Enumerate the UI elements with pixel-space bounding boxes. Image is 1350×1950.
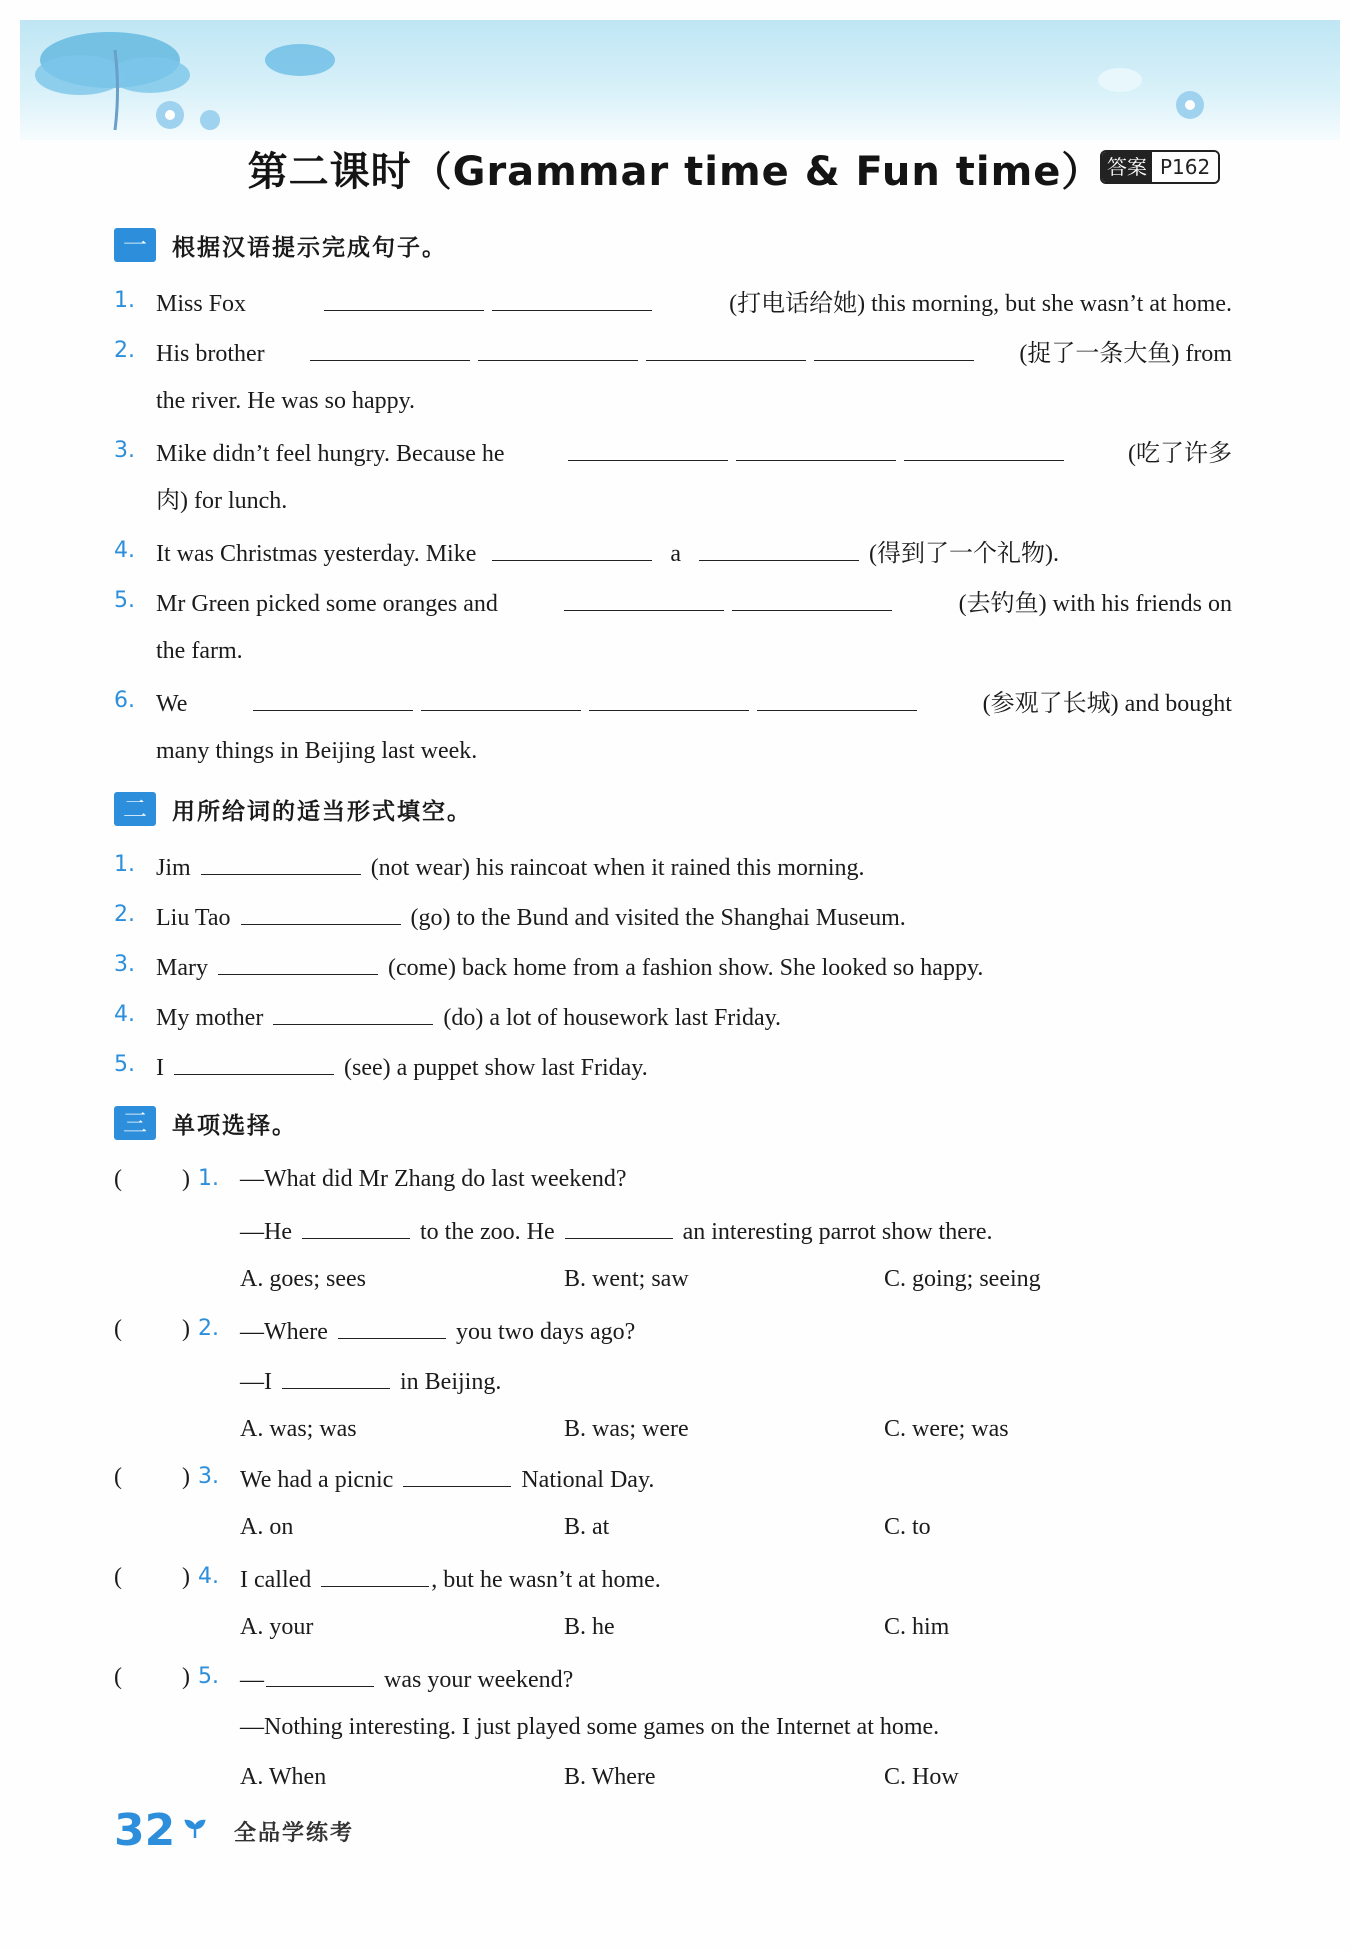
s3-q5-line2: —Nothing interesting. I just played some games on the Internet at home. (240, 1714, 940, 1740)
text: We had a picnic (240, 1467, 394, 1493)
text: Liu Tao (156, 905, 231, 931)
text: (do) a lot of housework last Friday. (443, 1005, 782, 1031)
text: (吃了许多 (1128, 441, 1232, 467)
text: — (240, 1667, 264, 1693)
text: a (670, 541, 682, 567)
answer-paren-close: ) (182, 1166, 190, 1192)
page-number: 32 (114, 1805, 176, 1856)
text: I called (240, 1567, 312, 1593)
option-c[interactable]: C. How (884, 1764, 959, 1790)
text: you two days ago? (455, 1319, 636, 1345)
text: (打电话给她) this morning, but she wasn’t at home. (729, 291, 1232, 317)
s2-q2-line (156, 900, 906, 933)
s1-q5-continuation: the farm. (156, 638, 243, 664)
text: Jim (156, 855, 191, 881)
answer-blank[interactable] (421, 686, 581, 711)
section-2-header (114, 792, 472, 826)
question-number: 6. (114, 688, 135, 713)
text: (去钓鱼) with his friends on (958, 591, 1232, 617)
answer-blank[interactable] (492, 286, 652, 311)
question-number: 5. (114, 588, 135, 613)
option-b[interactable]: B. at (564, 1514, 610, 1540)
question-number: 3. (114, 952, 135, 977)
answer-blank[interactable] (310, 336, 470, 361)
answer-paren-close: ) (182, 1564, 190, 1590)
answer-blank[interactable] (478, 336, 638, 361)
question-number: 4. (114, 538, 135, 563)
answer-label: 答案 (1102, 152, 1152, 182)
answer-blank[interactable] (324, 286, 484, 311)
s1-q6-line (156, 686, 1232, 719)
s2-q4-line (156, 1000, 781, 1033)
section-3-header (114, 1106, 297, 1140)
option-a[interactable]: A. goes; sees (240, 1266, 366, 1292)
answer-blank[interactable] (568, 436, 728, 461)
page-title: 第二课时（Grammar time & Fun time） (247, 149, 1103, 195)
s3-q2-line2 (240, 1364, 501, 1397)
text: —I (240, 1369, 272, 1395)
s3-q2-stem (240, 1314, 635, 1347)
text: (not wear) his raincoat when it rained this morning. (370, 855, 865, 881)
question-number: 5. (198, 1664, 219, 1689)
answer-blank[interactable] (564, 586, 724, 611)
answer-blank[interactable] (253, 686, 413, 711)
answer-blank[interactable] (266, 1662, 374, 1687)
answer-blank[interactable] (403, 1462, 511, 1487)
question-number: 3. (198, 1464, 219, 1489)
option-c[interactable]: C. going; seeing (884, 1266, 1041, 1292)
text: (捉了一条大鱼) from (1019, 341, 1232, 367)
s1-q3-line (156, 436, 1232, 469)
answer-blank[interactable] (589, 686, 749, 711)
answer-blank[interactable] (565, 1214, 673, 1239)
answer-blank[interactable] (302, 1214, 410, 1239)
option-a[interactable]: A. on (240, 1514, 294, 1540)
option-c[interactable]: C. to (884, 1514, 931, 1540)
answer-blank[interactable] (757, 686, 917, 711)
s1-q2-continuation: the river. He was so happy. (156, 388, 416, 414)
question-number: 4. (114, 1002, 135, 1027)
section-number: 二 (114, 792, 156, 826)
publisher-brand: 全品学练考 (234, 1821, 355, 1846)
header-banner (20, 20, 1340, 140)
question-number: 1. (114, 288, 135, 313)
text: an interesting parrot show there. (682, 1219, 993, 1245)
answer-blank[interactable] (174, 1050, 334, 1075)
answer-blank[interactable] (273, 1000, 433, 1025)
s1-q5-line (156, 586, 1232, 619)
option-b[interactable]: B. was; were (564, 1416, 689, 1442)
answer-blank[interactable] (699, 536, 859, 561)
answer-blank[interactable] (814, 336, 974, 361)
s3-q3-stem (240, 1462, 654, 1495)
option-a[interactable]: A. was; was (240, 1416, 357, 1442)
answer-reference-tag (1100, 150, 1220, 184)
text: My mother (156, 1005, 264, 1031)
answer-blank[interactable] (282, 1364, 390, 1389)
text: to the zoo. He (419, 1219, 555, 1245)
s3-q5-stem (240, 1662, 573, 1695)
answer-blank[interactable] (201, 850, 361, 875)
question-number: 2. (114, 902, 135, 927)
option-c[interactable]: C. him (884, 1614, 950, 1640)
s2-q5-line (156, 1050, 648, 1083)
s1-q3-continuation: 肉) for lunch. (156, 488, 288, 514)
banner-decoration-icon (20, 20, 1340, 140)
text: We (156, 691, 188, 717)
text: was your weekend? (384, 1667, 574, 1693)
section-number: 一 (114, 228, 156, 262)
s2-q3-line (156, 950, 983, 983)
answer-paren-open[interactable]: ( (114, 1464, 122, 1490)
answer-blank[interactable] (241, 900, 401, 925)
section-number: 三 (114, 1106, 156, 1140)
text: (see) a puppet show last Friday. (344, 1055, 648, 1081)
section-title: 单项选择。 (172, 1112, 297, 1139)
text: Mr Green picked some oranges and (156, 591, 498, 617)
s3-q1-line2 (240, 1214, 993, 1247)
text: Mike didn’t feel hungry. Because he (156, 441, 505, 467)
answer-blank[interactable] (736, 436, 896, 461)
answer-blank[interactable] (646, 336, 806, 361)
text: —Where (240, 1319, 328, 1345)
s1-q4-line (156, 536, 1059, 569)
answer-paren-close: ) (182, 1664, 190, 1690)
answer-page: P162 (1152, 152, 1218, 182)
section-1-header (114, 228, 447, 262)
s3-q4-stem (240, 1562, 661, 1595)
text: (参观了长城) and bought (982, 691, 1232, 717)
question-number: 2. (198, 1316, 219, 1341)
answer-paren-open[interactable]: ( (114, 1316, 122, 1342)
text: —He (240, 1219, 292, 1245)
option-b[interactable]: B. went; saw (564, 1266, 689, 1292)
text: It was Christmas yesterday. Mike (156, 541, 477, 567)
s3-q1-stem: —What did Mr Zhang do last weekend? (240, 1166, 627, 1192)
question-number: 1. (114, 852, 135, 877)
s2-q1-line (156, 850, 865, 883)
section-title: 用所给词的适当形式填空。 (172, 798, 472, 825)
answer-blank[interactable] (492, 536, 652, 561)
s1-q6-continuation: many things in Beijing last week. (156, 738, 478, 764)
answer-paren-close: ) (182, 1316, 190, 1342)
answer-paren-open[interactable]: ( (114, 1564, 122, 1590)
answer-paren-close: ) (182, 1464, 190, 1490)
answer-blank[interactable] (321, 1562, 429, 1587)
leaf-icon (184, 1818, 206, 1840)
question-number: 1. (198, 1166, 219, 1191)
question-number: 3. (114, 438, 135, 463)
option-a[interactable]: A. your (240, 1614, 314, 1640)
text: (go) to the Bund and visited the Shanghai Museum. (410, 905, 906, 931)
text: , but he wasn’t at home. (431, 1567, 661, 1593)
text: His brother (156, 341, 265, 367)
answer-blank[interactable] (338, 1314, 446, 1339)
question-number: 5. (114, 1052, 135, 1077)
option-b[interactable]: B. Where (564, 1764, 656, 1790)
answer-blank[interactable] (218, 950, 378, 975)
s1-q1-line (156, 286, 1232, 319)
text: (come) back home from a fashion show. She looked so happy. (387, 955, 984, 981)
text: I (156, 1055, 164, 1081)
question-number: 4. (198, 1564, 219, 1589)
answer-paren-open[interactable]: ( (114, 1166, 122, 1192)
question-number: 2. (114, 338, 135, 363)
option-a[interactable]: A. When (240, 1764, 327, 1790)
section-title: 根据汉语提示完成句子。 (172, 234, 447, 261)
text: (得到了一个礼物). (869, 541, 1060, 567)
text: in Beijing. (400, 1369, 502, 1395)
answer-blank[interactable] (904, 436, 1064, 461)
option-c[interactable]: C. were; was (884, 1416, 1009, 1442)
option-b[interactable]: B. he (564, 1614, 615, 1640)
text: Mary (156, 955, 208, 981)
text: Miss Fox (156, 291, 247, 317)
text: National Day. (521, 1467, 655, 1493)
s1-q2-line (156, 336, 1232, 369)
answer-blank[interactable] (732, 586, 892, 611)
answer-paren-open[interactable]: ( (114, 1664, 122, 1690)
